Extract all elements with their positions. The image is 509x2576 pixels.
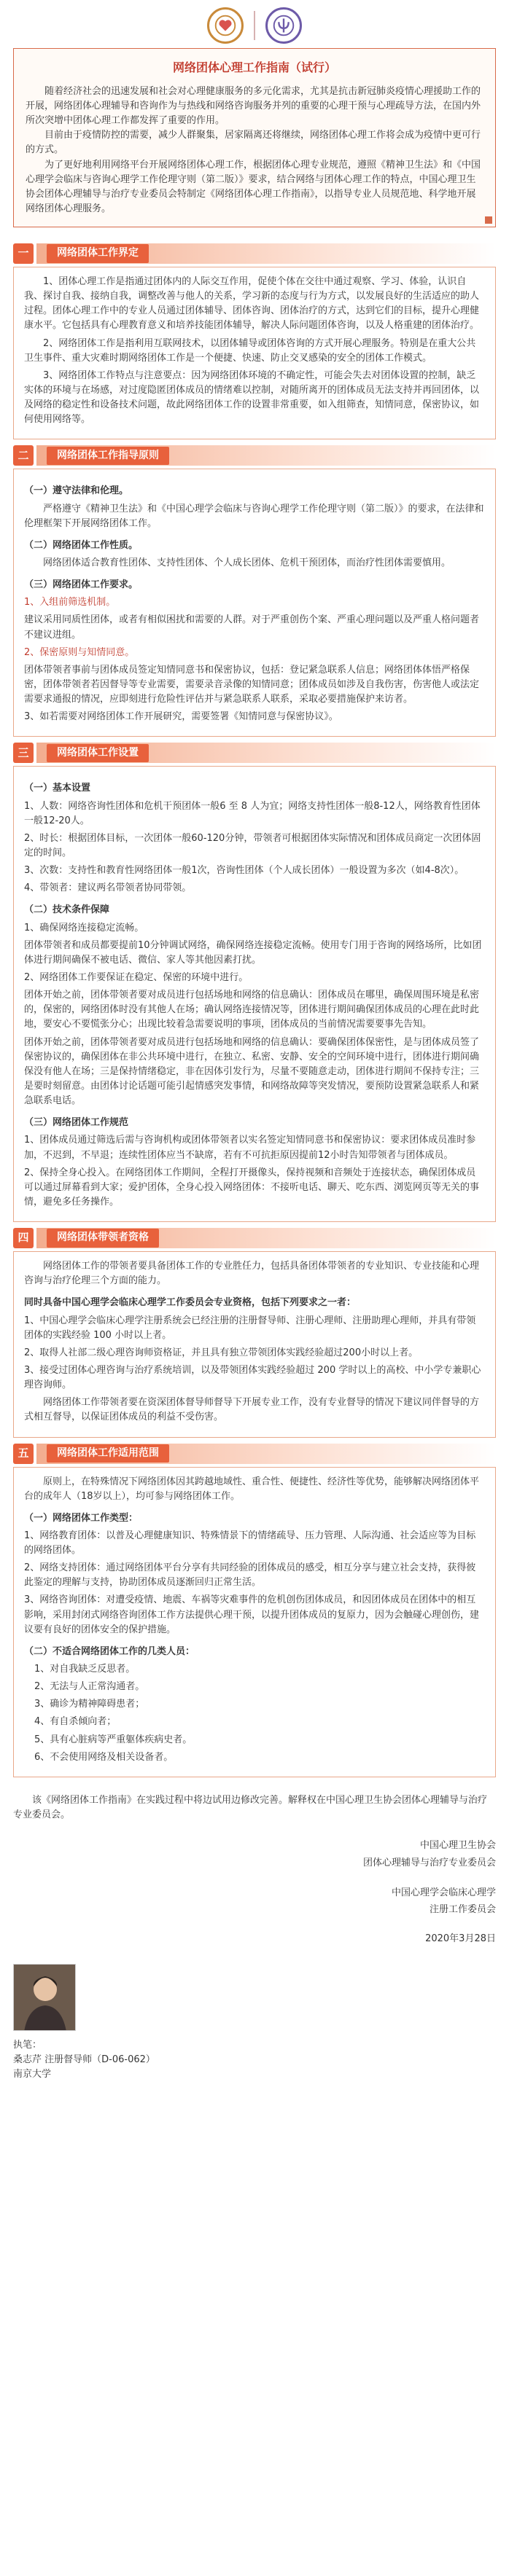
list-item: 4、有自杀倾向者； — [34, 1716, 117, 1728]
list-item: 6、不会使用网络及相关设备者。 — [34, 1751, 174, 1763]
intro-paragraph: 目前由于疫情防控的需要，减少人群聚集，居家隔离还将继续，网络团体心理工作将会成为疫情中更可行的方式。 — [26, 130, 481, 156]
list-item: 2、取得人社部二级心理咨询师资格证，并且具有独立带领团体实践经验超过200小时以上者。 — [24, 1347, 419, 1358]
section-number: 一 — [13, 243, 34, 264]
paragraph: 原则上，在特殊情况下网络团体因其跨越地域性、重合性、便捷性、经济性等优势，能够解决网络团体平台的成年人（18岁以上），均可参与网络团体工作。 — [24, 1476, 480, 1502]
list-item: 团体开始之前，团体带领者要对成员进行包括场地和网络的信息确认：要确保团体保密性，是与团体成员签了保密协议的，确保团体在非公共环境中进行，在独立、私密、安静、安全的空间环境中进行，团体进行期间确保没有他人在场；三是保持情绪稳定，非在因体引发行为，尽量不要随意走动，团体进行期间不保持专注；三是要时刻留意。由团体讨论话题可能引起情感突发事情，和网络故障等突发情况，要预防设置紧急联系人和紧急联系电话。 — [24, 1036, 480, 1107]
logo-row — [13, 0, 496, 48]
author-info — [13, 2038, 496, 2082]
author-photo — [13, 1964, 76, 2031]
list-item: 5、具有心脏病等严重躯体疾病史者。 — [34, 1734, 193, 1745]
list-item: 3、网络咨询团体：对遭受疫情、地震、车祸等灾难事件的危机创伤团体成员，和因团体成员在团体中的相互影响，采用封闭式网络咨询团体工作方法提供心理干预，以提升团体成员的复原力，因为会触碰心理创伤，建议要有良好的团体安全的保护措施。 — [24, 1594, 480, 1635]
person-photo-icon — [14, 1965, 76, 2031]
section-title: 网络团体工作设置 — [47, 744, 149, 763]
section-number: 二 — [13, 445, 34, 466]
author-name: 桑志芹 注册督导师（D-06-062） — [13, 2054, 155, 2066]
paragraph: 1、团体心理工作是指通过团体内的人际交互作用，促使个体在交往中通过观察、学习、体验，认识自我、探讨自我、接纳自我，调整改善与他人的关系，学习新的态度与行为方式，以发展良好的生活适应的助人过程。团体心理工作中的专业人员通过团体辅导、团体咨询、团体治疗的方式，达到它们的目标，提升心理健康水平。它包括具有心理教育意义和培养技能团体辅导，解决人际问题团体咨询，以及人格重建的团体治疗。 — [24, 276, 480, 332]
section-title: 网络团体工作适用范围 — [47, 1444, 169, 1463]
subheading: （三）网络团体工作规范 — [24, 1117, 129, 1129]
logo-divider — [254, 11, 255, 40]
section-header-4 — [13, 1228, 496, 1248]
section-header-5 — [13, 1444, 496, 1464]
author-org: 南京大学 — [13, 2069, 52, 2080]
paragraph: 网络团体工作的带领者要具备团体工作的专业胜任力，包括具备团体带领者的专业知识、专业技能和心理咨询与治疗伦理三个方面的能力。 — [24, 1261, 480, 1287]
document-title: 网络团体心理工作指南（试行） — [172, 60, 336, 74]
list-item: 2、时长：根据团体目标，一次团体一般60-120分钟，带领者可根据团体实际情况和团体成员商定一次团体固定的时间。 — [24, 832, 481, 858]
list-item: 团体带领者事前与团体成员签定知情同意书和保密协议，包括：登记紧急联系人信息；网络团体体悟严格保密，团体带领者若因督导等专业需要，需要录音录像的知情同意；团体成员如涉及自我伤害，伤害他人或法定需要求通报的情况，应即刻进行危险性评估并与紧急联系人联系，采取必要措施保护来访者。 — [24, 664, 480, 705]
section-body-4 — [13, 1251, 496, 1437]
closing-note: 该《网络团体工作指南》在实践过程中将边试用边修改完善。解释权在中国心理卫生协会团体心理辅导与治疗专业委员会。 — [13, 1794, 488, 1821]
section-title: 网络团体工作指导原则 — [47, 447, 169, 466]
list-item: 1、确保网络连接稳定流畅。 — [24, 922, 144, 933]
list-item: 2、无法与人正常沟通者。 — [34, 1681, 145, 1693]
section-number: 三 — [13, 743, 34, 763]
subheading: （一）基本设置 — [24, 783, 91, 794]
signature-org: 中国心理学会临床心理学 — [391, 1887, 496, 1898]
list-item: 2、保密原则与知情同意。 — [24, 646, 135, 658]
signature-org: 中国心理卫生协会 — [419, 1840, 496, 1852]
list-item: 3、如若需要对网络团体工作开展研究，需要签署《知情同意与保密协议》。 — [24, 711, 338, 723]
list-item: 建议采用同质性团体，或者有相似困扰和需要的人群。对于严重创伤个案、严重心理问题以及严重人格问题者不建议进组。 — [24, 614, 480, 641]
subheading: （一）遵守法律和伦理。 — [24, 485, 129, 497]
paragraph: 网络团体工作带领者要在资深团体督导师督导下开展专业工作，没有专业督导的情况下建议同伴督导的方式相互督导，以保证团体成员的利益不受伤害。 — [24, 1397, 480, 1423]
paragraph: 严格遵守《精神卫生法》和《中国心理学会临床与咨询心理学工作伦理守则（第二版）》的要求，在法律和伦理框架下开展网络团体工作。 — [24, 503, 484, 529]
subheading: （二）技术条件保障 — [24, 904, 110, 916]
subheading: （三）网络团体工作要求。 — [24, 579, 139, 591]
subheading: （二）不适合网络团体工作的几类人员： — [24, 1645, 195, 1657]
list-item: 1、网络教育团体：以普及心理健康知识、特殊情景下的情绪疏导、压力管理、人际沟通、社会适应等为目标的网络团体。 — [24, 1530, 476, 1557]
list-item: 2、保持全身心投入。在网络团体工作期间，全程打开摄像头，保持视频和音频处于连接状态，确保团体成员可以通过屏幕看到大家；爱护团体，全身心投入网络团体：不接听电话、聊天、吃东西、浏览网页等无关的事情，避免多任务操作。 — [24, 1167, 480, 1207]
list-item: 2、网络支持团体：通过网络团体平台分享有共同经验的团体成员的感受，相互分享与建立社会支持，获得彼此鉴定的理解与支持，协助团体成员逐渐回归正常生活。 — [24, 1562, 476, 1589]
list-item: 4、带领者：建议两名带领者协同带领。 — [24, 882, 192, 894]
section-body-1 — [13, 267, 496, 439]
list-item: 1、团体成员通过筛选后需与咨询机构或团体带领者以实名签定知情同意书和保密协议：要求团体成员准时参加，不迟到，不早退；连续性团体应当不缺席，若有不可抗拒原因提前12小时告知带领者与团体成员。 — [24, 1135, 476, 1161]
list-item: 1、对自我缺乏反思者。 — [34, 1664, 136, 1675]
list-item: 3、次数：支持性和教育性网络团体一般1次，咨询性团体（个人成长团体）一般设置为多次（如4-8次）。 — [24, 865, 465, 877]
list-item: 团体带领者和成员都要提前10分钟调试网络，确保网络连接稳定流畅。使用专门用于咨询的网络场所，比如团体进行期间确保不被电话、微信、家人等其他因素打扰。 — [24, 939, 482, 966]
author-label: 执笔： — [13, 2039, 42, 2051]
section-number: 五 — [13, 1444, 34, 1464]
paragraph: 3、网络团体工作特点与注意要点：因为网络团体环境的不确定性，可能会失去对团体设置的控制，缺乏实体的环境与在场感，对过度隐匿团体成员的情绪难以控制，对随所离开的团体成员无法支持并再回团体，以及网络的稳定性和设备技术问题，故此网络团体工作的设置非常重要，如入组筛查，知情同意，保密协议，如何使用网络等。 — [24, 369, 480, 426]
subheading: （一）网络团体工作类型： — [24, 1512, 139, 1524]
list-item: 3、接受过团体心理咨询与治疗系统培训，以及带领团体实践经验超过 200 学时以上的高校、中小学专兼职心理咨询师。 — [24, 1364, 481, 1391]
signature-org: 团体心理辅导与治疗专业委员会 — [362, 1857, 496, 1868]
section-title: 网络团体工作界定 — [47, 244, 149, 263]
list-item: 1、人数：网络咨询性团体和危机干预团体一般6 至 8 人为宜；网络支持性团体一般8-12人，网络教育性团体一般12-20人。 — [24, 800, 481, 826]
section-title: 网络团体带领者资格 — [47, 1229, 159, 1248]
subheading: （二）网络团体工作性质。 — [24, 539, 139, 551]
section-header-3 — [13, 743, 496, 763]
signature-block-1 — [13, 1837, 496, 1871]
list-item: 团体开始之前，团体带领者要对成员进行包括场地和网络的信息确认：团体成员在哪里，确保周围环境是私密的，保密的，网络团体时没有其他人在场；确认网络连接情况等，团体进行期间确保团体成员的心理在此时此地，要安心不要慌张分心；出现比较着急需要说明的事项，团体成员的当前情况需要要事先告知。 — [24, 990, 480, 1030]
cmha-logo — [207, 7, 244, 44]
signature-org: 注册工作委员会 — [429, 1904, 496, 1916]
list-item: 3、确诊为精神障碍患者； — [34, 1699, 145, 1710]
section-header-2 — [13, 445, 496, 466]
section-header-1 — [13, 243, 496, 264]
paragraph: 2、网络团体工作是指利用互联网技术，以团体辅导或团体咨询的方式开展心理服务。特别是在重大公共卫生事件、重大灾难时期网络团体工作是一个便捷、快速、防止交叉感染的安全的团体工作模式。 — [24, 337, 476, 364]
section-number: 四 — [13, 1228, 34, 1248]
list-item: 1、入组前筛选机制。 — [24, 597, 116, 608]
paragraph: 网络团体适合教育性团体、支持性团体、个人成长团体、危机干预团体，而治疗性团体需要慎用。 — [43, 557, 451, 569]
heart-emblem-icon — [211, 12, 239, 39]
list-item: 2、网络团体工作要保证在稳定、保密的环境中进行。 — [24, 971, 249, 983]
publish-date: 2020年3月28日 — [425, 1933, 496, 1944]
author-block — [13, 1964, 496, 2031]
intro-paragraph: 随着经济社会的迅速发展和社会对心理健康服务的多元化需求，尤其是抗击新冠肺炎疫情心理援助工作的开展，网络团体心理辅导和咨询作为与热线和网络咨询服务并列的重要的心理干预与心理疏导方法，在国内外所次突增中团体心理工作都发挥了重要的作用。 — [26, 85, 481, 127]
section-body-3 — [13, 766, 496, 1222]
intro-paragraph: 为了更好地利用网络平台开展网络团体心理工作，根据团体心理专业规范，遵照《精神卫生法》和《中国心理学会临床与咨询心理学工作伦理守则（第二版）》要求，结合网络与团体心理工作的特点，中国心理卫生协会团体心理辅导与治疗专业委员会特制定《网络团体心理工作指南》，以指导专业人员规范地、科学地开展网络团体心理服务。 — [26, 159, 481, 214]
section-body-5 — [13, 1467, 496, 1777]
list-item: 1、中国心理学会临床心理学注册系统会已经注册的注册督导师、注册心理师、注册助理心理师，并具有带领团体的实践经验 100 小时以上者。 — [24, 1315, 476, 1341]
signature-block-2 — [13, 1884, 496, 1919]
subheading: 同时具备中国心理学会临床心理学工作委员会专业资格，包括下列要求之一者： — [24, 1297, 357, 1309]
cps-logo — [265, 7, 302, 44]
section-body-2 — [13, 469, 496, 737]
intro-box — [13, 48, 496, 227]
psi-emblem-icon — [270, 12, 298, 39]
